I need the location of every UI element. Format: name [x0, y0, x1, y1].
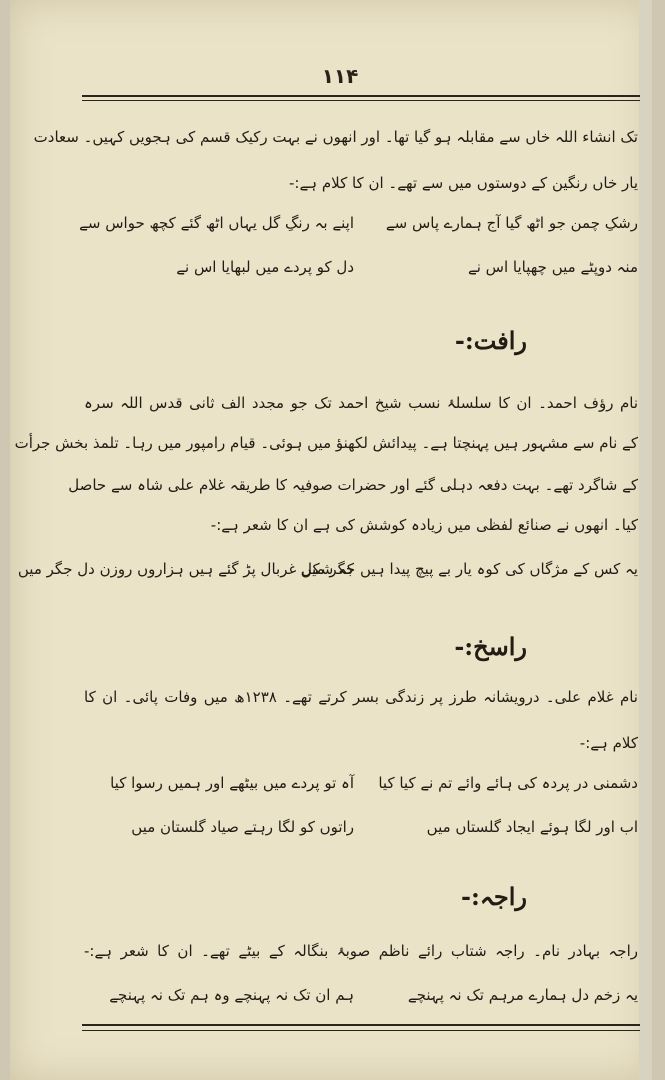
- rasikh-line-1: نام غلام علی۔ درویشانہ طرز پر زندگی بسر کرتے تھے۔ ۱۲۳۸ھ میں وفات پائی۔ ان کا: [84, 688, 638, 706]
- heading-rafat: رافت:-: [454, 326, 527, 355]
- raja-couplet-left: ہم ان تک نہ پہنچے وہ ہم تک نہ پہنچے: [109, 986, 354, 1004]
- top-rule-thin: [82, 100, 640, 101]
- rafat-couplet-right: یہ کس کے مژگاں کی کوہ یار بے پیچ پیدا ہیں جگر میں: [300, 560, 638, 578]
- intro-couplet-1-left: اپنے بہ رنگِ گل یہاں اٹھ گئے کچھ حواس سے: [79, 214, 354, 232]
- intro-couplet-2-left: دل کو پردے میں لبھایا اس نے: [176, 258, 354, 276]
- rasikh-line-2: کلام ہے:-: [579, 734, 638, 752]
- page-number: ۱۱۴: [321, 64, 359, 88]
- rasikh-couplet-1-left: آہ تو پردے میں بیٹھے اور ہمیں رسوا کیا: [110, 774, 354, 792]
- raja-couplet-right: یہ زخم دل ہمارے مرہم تک نہ پہنچے: [407, 986, 638, 1004]
- rasikh-couplet-1-right: دشمنی در پردہ کی ہائے وائے تم نے کیا کیا: [378, 774, 638, 792]
- rasikh-couplet-2-right: اب اور لگا ہوئے ایجاد گلستاں میں: [426, 818, 638, 836]
- rafat-line-2: کے نام سے مشہور ہیں پہنچتا ہے۔ پیدائش لکھنؤ میں ہوئی۔ قیام رامپور میں رہا۔ تلمذ بخش جرأت: [14, 434, 638, 452]
- intro-line-2: یار خاں رنگین کے دوستوں میں سے تھے۔ ان کا کلام ہے:-: [289, 174, 638, 192]
- book-page: [10, 0, 652, 1080]
- top-rule: [82, 95, 640, 97]
- rafat-line-4: کیا۔ انھوں نے صنائع لفظی میں زیادہ کوشش کی ہے ان کا شعر ہے:-: [210, 516, 638, 534]
- raja-line-1: راجہ بہادر نام۔ راجہ شتاب رائے ناظم صوبۂ بنگالہ کے بیٹے تھے۔ ان کا شعر ہے:-: [84, 942, 638, 960]
- intro-couplet-2-right: منہ دوپٹے میں چھپایا اس نے: [467, 258, 638, 276]
- bottom-rule-thin: [82, 1030, 640, 1031]
- rasikh-couplet-2-left: راتوں کو لگا رہتے صیاد گلستان میں: [131, 818, 354, 836]
- heading-rasikh: راسخ:-: [454, 632, 527, 661]
- rafat-line-1: نام رؤف احمد۔ ان کا سلسلۂ نسب شیخ احمد تک جو مجدد الف ثانی قدس اللہ سرہ: [84, 394, 638, 412]
- rafat-line-3: کے شاگرد تھے۔ بہت دفعہ دہلی گئے اور حضرات صوفیہ کا طریقہ غلام علی شاہ سے حاصل: [68, 476, 638, 494]
- rafat-couplet-left: کہ شکل غربال پڑ گئے ہیں ہزاروں روزن دل جگر میں: [17, 560, 354, 578]
- intro-couplet-1-right: رشکِ چمن جو اٹھ گیا آج ہمارے پاس سے: [385, 214, 638, 232]
- page-edge: [639, 0, 652, 1080]
- heading-raja: راجہ:-: [461, 882, 527, 911]
- bottom-rule: [82, 1024, 640, 1026]
- intro-line-1: تک انشاء اللہ خاں سے مقابلہ ہو گیا تھا۔ اور انھوں نے بہت رکیک قسم کی ہجویں کہیں۔ سعادت: [33, 128, 638, 146]
